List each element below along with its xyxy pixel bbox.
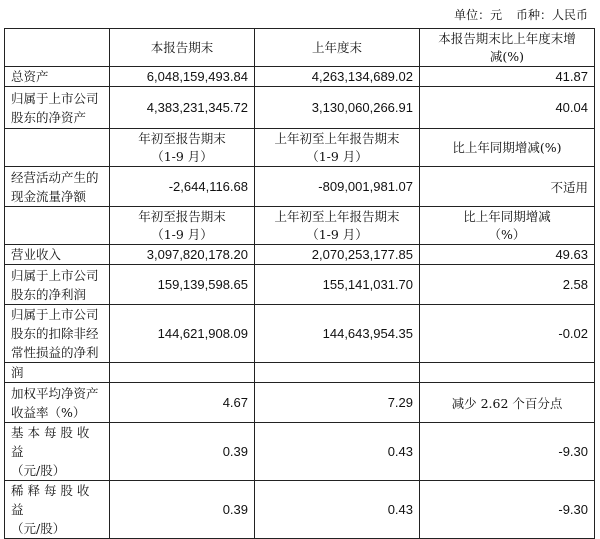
header-empty-cell — [5, 207, 110, 245]
row-label-line3: 常性损益的净利 — [11, 345, 99, 360]
value-change: -9.30 — [420, 481, 595, 539]
table-row-revenue — [5, 245, 595, 265]
value-current: 3,097,820,178.20 — [110, 245, 255, 265]
row-label-line1: 归属于上市公司 — [11, 307, 99, 322]
value-prior: 7.29 — [255, 383, 420, 423]
header-row-ytd — [5, 129, 595, 167]
header-prior-ytd-line2: （1-9 月） — [306, 148, 368, 164]
header-yoy-line2: （%） — [488, 226, 526, 242]
table-row-net-profit — [5, 265, 595, 305]
value-current: 6,048,159,493.84 — [110, 67, 255, 87]
unit-label: 单位：元 — [454, 8, 503, 22]
header-prior-ytd-line1: 上年初至上年报告期末 — [274, 208, 400, 224]
row-label-line2: 收益率（%） — [11, 404, 86, 420]
header-prior-ytd-line2: （1-9 月） — [306, 226, 368, 242]
row-label-line1: 归属于上市公司 — [11, 267, 99, 283]
value-current: -2,644,116.68 — [110, 167, 255, 207]
table-row-net-profit-excl-cont — [5, 363, 595, 383]
header-empty-cell — [5, 29, 110, 67]
row-label-line2: （元/股） — [11, 463, 66, 478]
empty-cell — [255, 363, 420, 383]
value-change: 减少 2.62 个百分点 — [420, 383, 595, 423]
value-current: 144,621,908.09 — [110, 305, 255, 363]
table-row-basic-eps — [5, 423, 595, 481]
value-change: 49.63 — [420, 245, 595, 265]
row-label — [5, 87, 110, 129]
currency-label: 币种：人民币 — [515, 8, 588, 22]
header-yoy-change — [420, 207, 595, 245]
row-label-line1: 加权平均净资产 — [11, 385, 99, 401]
value-prior: 155,141,031.70 — [255, 265, 420, 305]
row-label-line1: 基 本 每 股 收 益 — [11, 425, 90, 459]
value-prior: -809,001,981.07 — [255, 167, 420, 207]
value-prior: 0.43 — [255, 481, 420, 539]
value-prior: 2,070,253,177.85 — [255, 245, 420, 265]
table-row-cash-flow — [5, 167, 595, 207]
row-label: 总资产 — [5, 67, 110, 87]
header-empty-cell — [5, 129, 110, 167]
unit-line — [444, 4, 588, 26]
header-prior-year-end: 上年度末 — [255, 29, 420, 67]
row-label — [5, 265, 110, 305]
financial-table — [4, 28, 595, 539]
empty-cell — [110, 363, 255, 383]
header-ytd — [110, 207, 255, 245]
header-prior-ytd-line1: 上年初至上年报告期末 — [274, 130, 400, 146]
row-label-line1: 归属于上市公司 — [11, 90, 99, 106]
table-row-net-profit-excl — [5, 305, 595, 363]
row-label — [5, 167, 110, 207]
value-change: 2.58 — [420, 265, 595, 305]
row-label: 润 — [5, 363, 110, 383]
row-label-line1: 经营活动产生的 — [11, 169, 99, 185]
row-label-line1: 稀 释 每 股 收 益 — [11, 483, 90, 517]
row-label — [5, 383, 110, 423]
row-label: 营业收入 — [5, 245, 110, 265]
value-current: 4.67 — [110, 383, 255, 423]
table-row-net-assets — [5, 87, 595, 129]
row-label — [5, 423, 110, 481]
header-ytd-line1: 年初至报告期末 — [138, 130, 226, 146]
value-current: 0.39 — [110, 423, 255, 481]
header-ytd-line1: 年初至报告期末 — [138, 208, 226, 224]
row-label — [5, 481, 110, 539]
header-ytd-line2: （1-9 月） — [151, 148, 213, 164]
header-prior-ytd — [255, 129, 420, 167]
row-label-line2: 股东的净资产 — [11, 109, 87, 125]
header-ytd — [110, 129, 255, 167]
value-current: 4,383,231,345.72 — [110, 87, 255, 129]
header-change-line2: 减(%) — [489, 48, 525, 64]
value-change: 40.04 — [420, 87, 595, 129]
header-change-line1: 本报告期末比上年度末增 — [438, 30, 576, 46]
header-yoy-line1: 比上年同期增减 — [463, 208, 551, 224]
value-change: -9.30 — [420, 423, 595, 481]
value-prior: 144,643,954.35 — [255, 305, 420, 363]
value-prior: 0.43 — [255, 423, 420, 481]
row-label — [5, 305, 110, 363]
value-current: 0.39 — [110, 481, 255, 539]
row-label-line2: 股东的扣除非经 — [11, 326, 99, 341]
value-change: -0.02 — [420, 305, 595, 363]
value-current: 159,139,598.65 — [110, 265, 255, 305]
table-row-total-assets — [5, 67, 595, 87]
value-prior: 3,130,060,266.91 — [255, 87, 420, 129]
row-label-line2: 股东的净利润 — [11, 286, 87, 302]
value-prior: 4,263,134,689.02 — [255, 67, 420, 87]
table-row-diluted-eps — [5, 481, 595, 539]
header-ytd-line2: （1-9 月） — [151, 226, 213, 242]
row-label-line2: 现金流量净额 — [11, 188, 87, 204]
header-prior-ytd — [255, 207, 420, 245]
table-row-roe — [5, 383, 595, 423]
value-change: 41.87 — [420, 67, 595, 87]
header-change-pct — [420, 29, 595, 67]
header-yoy-change: 比上年同期增减(%) — [420, 129, 595, 167]
header-period-end: 本报告期末 — [110, 29, 255, 67]
header-row-period-end — [5, 29, 595, 67]
empty-cell — [420, 363, 595, 383]
header-row-ytd-2 — [5, 207, 595, 245]
row-label-line2: （元/股） — [11, 521, 66, 536]
value-change: 不适用 — [420, 167, 595, 207]
